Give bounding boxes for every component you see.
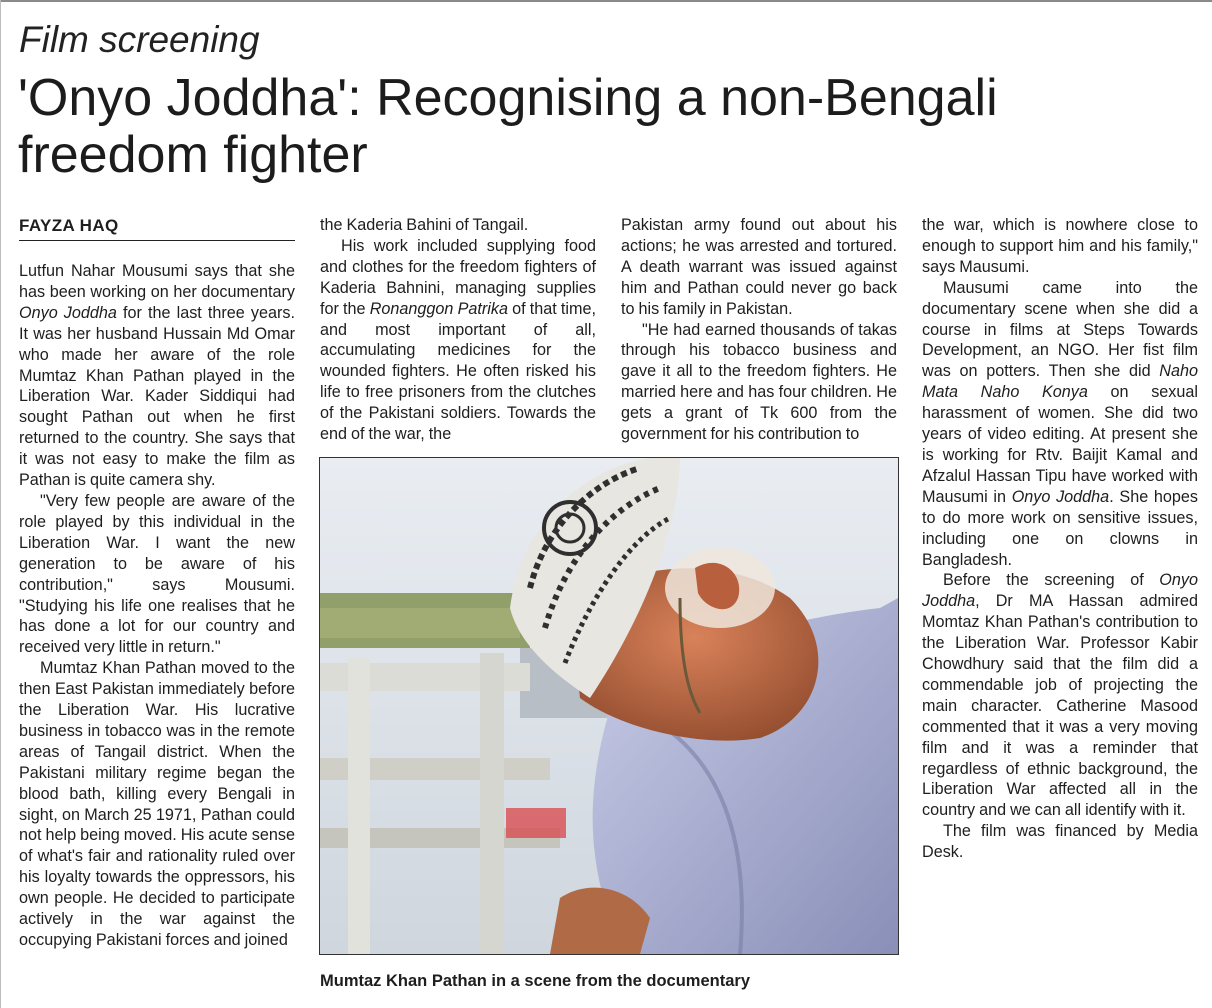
byline: FAYZA HAQ	[19, 214, 295, 241]
headline: 'Onyo Joddha': Recognising a non-Bengali freedom fighter	[18, 69, 998, 184]
text: for the last three years. It was her husband Hussain Md Omar who made her aware of the role Mumtaz Khan Pathan played in the Liberation War. Kader Siddiqui had sought Pathan out when he first returned to the country. She says that it was not easy to make the film as Pathan is quite camera shy.	[19, 303, 295, 490]
paragraph: Pakistan army found out about his actions; he was arrested and tortured. A death warrant was issued against him and Pathan could never go back to his family in Pakistan.	[621, 216, 897, 318]
paragraph: "Very few people are aware of the role played by this individual in the Liberation War. I want the new generation to be aware of his contribution," says Mousumi. "Studying his life one realises that he has done a lot for our country and received very little in return."	[19, 491, 295, 657]
photo-caption: Mumtaz Khan Pathan in a scene from the documentary	[320, 972, 750, 990]
text: of that time, and most important of all, accumulating medicines for the wounded fighters. He often risked his life to free prisoners from the clutches of the Pakistani soldiers. Towards the end of the war, the	[320, 299, 596, 444]
column-2	[320, 215, 596, 445]
top-rule	[0, 0, 1212, 2]
article-photo	[319, 457, 899, 955]
paragraph: "He had earned thousands of takas through his tobacco business and gave it all to the freedom fighters. He married here and has four children. He gets a grant of Tk 600 from the government for his contribution to	[621, 320, 897, 444]
paragraph	[922, 278, 1198, 571]
paragraph: The film was financed by Media Desk.	[922, 822, 1198, 862]
film-title: Onyo Joddha	[1011, 487, 1110, 506]
left-rule	[0, 0, 1, 1008]
text: Lutfun Nahar Mousumi says that she has been working on her documentary	[19, 262, 295, 301]
text: Before the screening of	[943, 571, 1160, 590]
column-4	[922, 215, 1198, 863]
paragraph: Mumtaz Khan Pathan moved to the then East Pakistan immediately before the Liberation War. His lucrative business in tobacco was in the remote areas of Tangail district. When the Pakistani military regime began the blood bath, killing every Bengali in sight, on March 25 1971, Pathan could not help being moved. His acute sense of what's fair and rationality ruled over his loyalty towards the oppressors, his own people. He decided to participate actively in the war against the occupying Pakistani forces and joined	[19, 659, 295, 949]
kicker: Film screening	[19, 19, 260, 60]
column-3	[621, 215, 897, 445]
film-title: Onyo Joddha	[19, 303, 117, 322]
text: on sexual harassment of women. She did two years of video editing. At present she is working for Rtv. Baijit Kamal and Afzalul Hassan Tipu have worked with Mausumi in	[922, 383, 1198, 506]
text: Mausumi came into the documentary scene when she did a course in films at Steps Towards Development, an NGO. Her fist film was on potters. Then she did	[922, 278, 1198, 381]
paragraph: the war, which is nowhere close to enough to support him and his family," says Mausumi.	[922, 216, 1198, 276]
text: His work included supplying food and clothes for the freedom fighters of Kaderia Bahnini, managing supplies for the	[320, 236, 596, 318]
paragraph: the Kaderia Bahini of Tangail.	[320, 216, 529, 234]
column-1	[19, 261, 295, 951]
publication-title: Ronanggon Patrika	[369, 299, 508, 318]
film-title: Onyo Joddha	[922, 571, 1198, 611]
text: , Dr MA Hassan admired Momtaz Khan Pathan's contribution to the Liberation War. Professor Kabir Chowdhury said that the film did a commendable job of projecting the main character. Catherine Masood commented that it was a very moving film and it was a reminder that regardless of ethnic background, the Liberation War affected all in the country and we can all identify with it.	[922, 592, 1198, 820]
paragraph	[922, 570, 1198, 821]
film-title: Naho Mata Naho Konya	[922, 362, 1198, 402]
paragraph	[320, 236, 596, 445]
text: . She hopes to do more work on sensitive issues, including one on clowns in Bangladesh.	[922, 487, 1199, 569]
paragraph	[19, 261, 295, 491]
